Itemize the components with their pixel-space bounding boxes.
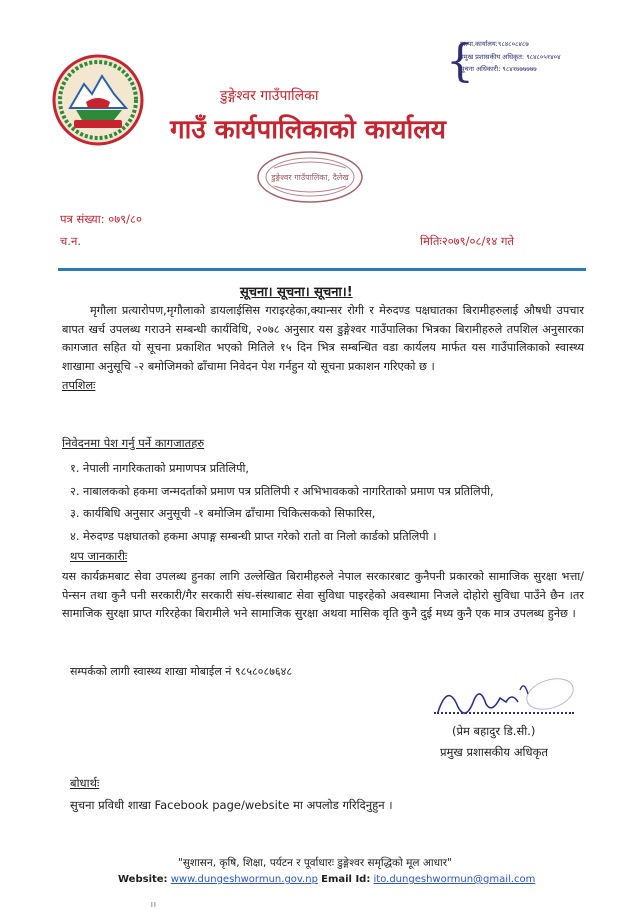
signature-line xyxy=(434,712,574,714)
health-section-contact: सम्पर्कको लागी स्वास्थ्य शाखा मोबाईल नं ९८५८०८७६४८ xyxy=(70,665,293,678)
brace-icon: { xyxy=(446,36,474,87)
email-link[interactable]: ito.dungeshwormun@gmail.com xyxy=(373,874,536,885)
additional-info-heading: थप जानकारीः xyxy=(70,549,128,563)
notice-paragraph xyxy=(62,302,584,376)
email-label: Email Id: xyxy=(321,874,371,885)
documents-heading: निवेदनमा पेश गर्नु पर्ने कागजातहरु xyxy=(62,436,205,450)
footer-slogan: "सुशासन, कृषि, शिक्षा, पर्यटन र पूर्वाधारः डुङ्गेश्वर समृद्धिको मूल आधार" xyxy=(178,857,452,869)
notice-paragraph-text: मृगौला प्रत्यारोपण,मृगौलाको डायलाईसिस गराइरहेका,क्यान्सर रोगी र मेरुदण्ड पक्षघातका बिरामीहरुलाई औषधी उपचार बापत खर्च उपलब्ध गराउने सम्बन्धी कार्यविधि, २०७८ अनुसार यस डुङ्गेश्वर गाउँपालिका भित्रका बिरामीहरुले तपशिल अनुसारका कागजात सहित यो सूचना प्रकाशित भएको मितिले १५ दिन भित्र सम्बन्धित वडा कार्यलय मार्फत यस गाउँपालिकाको स्वास्थ्य शाखामा अनुसूचि -२ बमोजिमको ढाँचामा निवेदन पेश गर्नहुन यो सूचना प्रकाशन गरिएको छ । xyxy=(62,304,584,373)
office-title: गाउँ कार्यपालिकाको कार्यालय xyxy=(170,115,446,145)
office-seal-stamp xyxy=(244,148,376,206)
list-item: २. नाबालकको हकमा जन्मदर्ताको प्रमाण पत्र प्रतिलिपी र अभिभावकको नागरिताको प्रमाण पत्र प्रतिलिपी, xyxy=(70,484,494,498)
page-mark: ।। xyxy=(150,900,157,909)
issue-date: मितिः२०७९/०८/१४ गते xyxy=(420,234,514,248)
signatory-name: (प्रेम बहादुर डि.सी.) xyxy=(452,724,536,738)
nepal-emblem-logo xyxy=(52,54,144,146)
signatory-title: प्रमुख प्रशासकीय अधिकृत xyxy=(440,745,548,759)
additional-info-paragraph: यस कार्यक्रमबाट सेवा उपलब्ध हुनका लागि उल्लेखित बिरामीहरुले नेपाल सरकारबाट कुनैपनी प्रकारको सामाजिक सुरक्षा भत्ता/ पेन्सन तथा कुनै पनी सरकारी/गैर सरकारी संघ-संस्थाबाट सेवा सुविधा पाइरहेको अवस्थामा निजले दोहोरो सुविधा पाउँने छैन ।तर सामाजिक सुरक्षा प्राप्त गरिरहेका बिरामीले भने सामाजिक सुरक्षा अथवा मासिक वृति कुनै दुई मध्य कुनै एक मात्र उपलब्ध हुनेछ । xyxy=(62,570,584,621)
list-item: १. नेपाली नागरिकताको प्रमाणपत्र प्रतिलिपी, xyxy=(70,462,250,475)
website-link[interactable]: www.dungeshwormun.gov.np xyxy=(170,874,318,885)
municipality-name: डुङ्गेश्वर गाउँपालिका xyxy=(220,88,319,104)
footer-contact xyxy=(118,874,535,885)
documents-list xyxy=(70,458,494,549)
dispatch-number: च.न. xyxy=(60,234,81,248)
cc-text: सुचना प्रविधी शाखा Facebook page/website मा अपलोड गरिदिनुहुन । xyxy=(70,798,393,812)
notice-heading: सूचना। सूचना। सूचना।! xyxy=(240,285,353,300)
cc-heading: बोधार्थः xyxy=(70,776,100,790)
info-officer-phone: सूचना अधिकारी: ९८४१७७७७७७ xyxy=(460,65,537,73)
cao-phone: प्रमुख प्रशासकीय अधिकृत: ९८४८०५१४०४ xyxy=(460,52,561,61)
office-phone: गा.पा.कार्यालय:९८४८०८४८७ xyxy=(460,40,529,48)
reference-number: पत्र संख्या: ०७९/८० xyxy=(60,212,142,226)
seal-text: डुङ्गेश्वर गाउँपालिका, दैलेख xyxy=(271,173,349,182)
list-item: ४. मेरुदण्ड पक्षघातको हकमा अपाङ्ग सम्बन्धी प्राप्त गरेको रातो वा निलो कार्डको प्रतिलिपी । xyxy=(70,530,437,544)
signature xyxy=(428,672,578,722)
header-divider xyxy=(58,268,586,271)
website-label: Website: xyxy=(118,874,168,885)
details-label: तपशिलः xyxy=(62,379,96,392)
list-item: ३. कार्यबिधि अनुसार अनुसूची -१ बमोजिम ढाँचामा चिकित्सकको सिफारिस, xyxy=(70,507,376,521)
